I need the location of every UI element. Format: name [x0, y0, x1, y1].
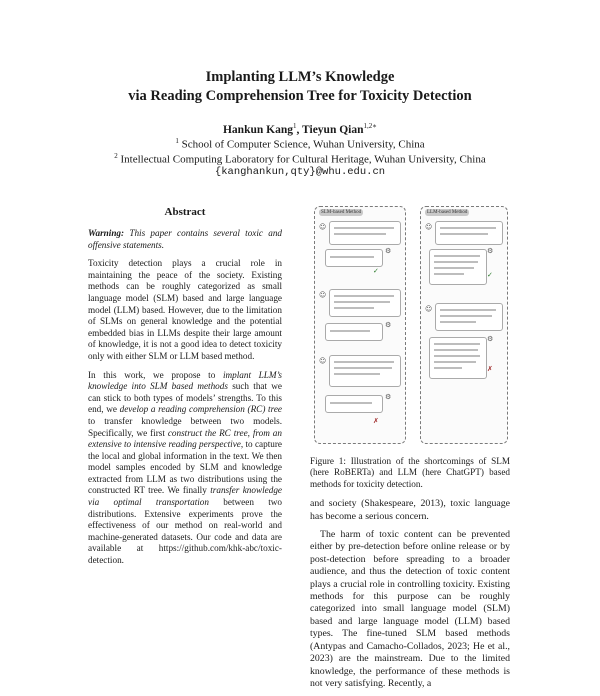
affiliation-2	[0, 152, 600, 166]
llm-response-box-1	[429, 249, 487, 285]
text-line	[434, 355, 480, 357]
figure-1	[310, 198, 510, 444]
text-line	[434, 349, 478, 351]
email: {kanghankun,qty}@whu.edu.cn	[214, 166, 386, 178]
llm-panel	[420, 206, 508, 444]
author-1: Hankun Kang	[222, 123, 293, 136]
abstract-p2-em4: transfer knowledge via optimal transportation	[88, 485, 282, 508]
body-paragraph-2: The harm of toxic content can be prevented either by pre-detection before online release or by post-detection before spreading to a broader audience, and thus the detection of toxic content plays a crucial role in controlling toxicity. Existing methods for this purpose can be roughly categorized into small language model (SLM) based and large language model (LLM) based types. The fine-tuned SLM based methods (Antypas and Camacho-Collados, 2023; He et al., 2023) are the mainstream. Due to the limited knowledge, the performance of these methods is not very satisfying. Recently, a	[310, 529, 510, 689]
text-line	[440, 309, 496, 311]
abstract-p2-c: to transfer knowledge between two models. Specifically, we first	[88, 415, 282, 438]
abstract-p2-em3: construct the RC tree, from an extensive to intensive reading perspective	[88, 427, 282, 450]
author-2-sup: 1,2∗	[363, 122, 378, 130]
llm-panel-tag: LLM-based Method	[427, 210, 468, 215]
text-line	[440, 227, 496, 229]
abstract-body	[88, 228, 282, 574]
cross-icon: ✗	[373, 417, 379, 425]
text-line	[434, 343, 480, 345]
robot-icon: ⚙	[385, 321, 392, 329]
slm-text-box-2	[329, 289, 401, 317]
text-line	[330, 330, 370, 332]
abstract-paragraph-2	[88, 370, 282, 567]
paper-title-line-1: Implanting LLM’s Knowledge	[205, 69, 395, 85]
text-line	[334, 361, 394, 363]
robot-icon: ⚙	[385, 247, 392, 255]
slm-text-box-3	[329, 355, 401, 387]
affiliation-1-text: School of Computer Science, Wuhan University, China	[181, 138, 425, 151]
text-line	[334, 307, 374, 309]
user-icon: ☺	[425, 223, 433, 231]
abstract-paragraph-1: Toxicity detection plays a crucial role in maintaining the peace of the society. Existing methods can be roughly categorized as small language model (SLM) based and large language model (LLM) based. However, due to the limitation of SLMs on general knowledge and the potential embedded bias in LLMs despite their large amount of knowledge, it is not a good idea to detect toxicity only with either SLM or LLM based method.	[88, 258, 282, 361]
author-1-sup: 1	[292, 122, 297, 130]
text-line	[434, 361, 476, 363]
text-line	[334, 301, 390, 303]
text-line	[440, 321, 476, 323]
affiliation-2-text: Intellectual Computing Laboratory for Cultural Heritage, Wuhan University, China	[120, 153, 486, 166]
text-line	[434, 367, 462, 369]
slm-panel-tag: SLM-based Method	[321, 210, 362, 215]
cross-icon: ✗	[487, 365, 493, 373]
user-icon: ☺	[319, 223, 327, 231]
text-line	[334, 367, 392, 369]
text-line	[334, 373, 380, 375]
body-paragraph-1: and society (Shakespeare, 2013), toxic language has become a serious concern.	[310, 498, 510, 522]
llm-response-box-2	[429, 337, 487, 379]
abstract-p2-d: , to capture the local and global information in the text. We then model samples encoded by SLM and knowledge extracted from LLM as two distributions using the constructed RT tree. We finally	[88, 439, 282, 496]
body-text	[310, 498, 510, 690]
affiliation-1-sup: 1	[175, 137, 179, 145]
text-line	[440, 233, 488, 235]
affiliation-2-sup: 2	[114, 152, 118, 160]
paper-title-line-2: via Reading Comprehension Tree for Toxicity Detection	[128, 88, 472, 104]
text-line	[434, 255, 480, 257]
llm-text-box-1	[435, 221, 503, 245]
text-line	[434, 267, 474, 269]
abstract-p2-e: between two distributions. Extensive experiments prove the effectiveness of our method on real-world and machine-generated datasets. Our code and data are available at https://github.com/khk-abc/toxic-detection.	[88, 497, 282, 566]
authors: Hankun Kang$^1$, Tieyun Qian$^{1,2∗}$	[222, 122, 378, 136]
author-2: Tieyun Qian	[302, 123, 364, 136]
text-line	[330, 256, 374, 258]
text-line	[434, 261, 478, 263]
text-line	[330, 402, 372, 404]
user-icon: ☺	[425, 305, 433, 313]
robot-icon: ⚙	[487, 247, 494, 255]
llm-text-box-2	[435, 303, 503, 331]
text-line	[334, 233, 386, 235]
right-column	[310, 198, 510, 696]
warning	[88, 228, 282, 251]
abstract-heading: Abstract	[164, 206, 206, 218]
user-icon: ☺	[319, 291, 327, 299]
text-line	[440, 315, 492, 317]
slm-text-box-1	[329, 221, 401, 245]
text-line	[334, 227, 394, 229]
abstract-p2-em1: implant LLM’s knowledge into SLM based methods	[88, 369, 282, 392]
slm-response-box-1	[325, 249, 383, 267]
affiliation-1	[0, 137, 600, 151]
warning-label: Warning:	[88, 228, 125, 238]
abstract-p2-em2: develop a reading comprehension (RC) tree	[119, 404, 282, 415]
slm-response-box-2	[325, 323, 383, 341]
check-icon: ✓	[487, 271, 493, 279]
check-icon: ✓	[373, 267, 379, 275]
slm-panel	[314, 206, 406, 444]
robot-icon: ⚙	[385, 393, 392, 401]
user-icon: ☺	[319, 357, 327, 365]
abstract-p2-b: such that we can stick to both types of models’ strengths. To this end, we	[88, 381, 282, 415]
abstract-p2-a: In this work, we propose to	[88, 369, 223, 380]
warning-text: This paper contains several toxic and offensive statements.	[88, 228, 283, 250]
slm-response-box-3	[325, 395, 383, 413]
figure-caption: Figure 1: Illustration of the shortcomings of SLM (here RoBERTa) and LLM (here ChatGPT) based methods for toxicity detection.	[310, 456, 510, 489]
text-line	[434, 273, 464, 275]
robot-icon: ⚙	[487, 335, 494, 343]
text-line	[334, 295, 394, 297]
